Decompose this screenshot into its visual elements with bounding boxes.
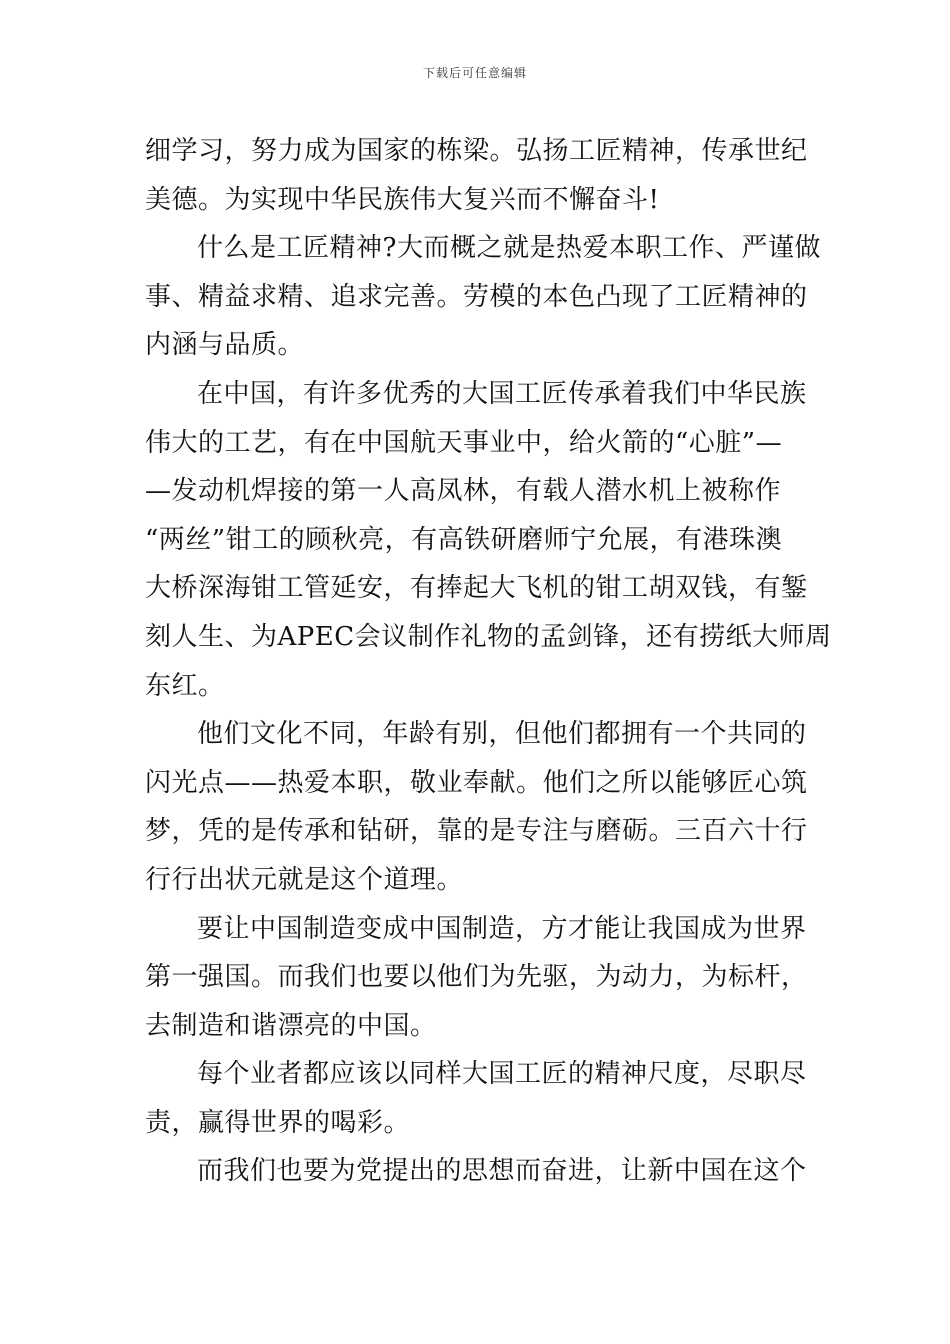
text-line: 闪光点——热爱本职，敬业奉献。他们之所以能够匠心筑 xyxy=(145,767,808,798)
text-line: 责，赢得世界的喝彩。 xyxy=(145,1107,411,1138)
text-line: 事、精益求精、追求完善。劳模的本色凸现了工匠精神的 xyxy=(145,281,808,312)
text-line: 内涵与品质。 xyxy=(145,330,305,361)
text-line: 要让中国制造变成中国制造，方才能让我国成为世界 xyxy=(197,913,807,944)
page-header: 下载后可任意编辑 xyxy=(422,66,527,80)
text-line: 美德。为实现中华民族伟大复兴而不懈奋斗! xyxy=(145,184,660,215)
text-line: 去制造和谐漂亮的中国。 xyxy=(145,1010,437,1041)
paragraph xyxy=(145,224,821,370)
text-line: 行行出状元就是这个道理。 xyxy=(145,864,464,895)
text-line: 什么是工匠精神?大而概之就是热爱本职工作、严谨做 xyxy=(197,233,821,264)
text-line: 而我们也要为党提出的思想而奋进，让新中国在这个 xyxy=(197,1156,807,1187)
text-line: 梦，凭的是传承和钻研，靠的是专注与磨砺。三百六十行 xyxy=(145,816,808,847)
text-line: 在中国，有许多优秀的大国工匠传承着我们中华民族 xyxy=(197,378,807,409)
text-line: 东红。 xyxy=(145,670,225,701)
text-line: “两丝”钳工的顾秋亮，有高铁研磨师宁允展，有港珠澳 xyxy=(145,524,783,555)
paragraph xyxy=(145,710,809,904)
paragraph xyxy=(145,1050,809,1147)
text-line: 伟大的工艺，有在中国航天事业中，给火箭的“心脏”— xyxy=(145,427,783,458)
paragraph xyxy=(145,370,832,710)
text-line: 他们文化不同，年龄有别，但他们都拥有一个共同的 xyxy=(197,719,807,750)
text-line: 细学习，努力成为国家的栋梁。弘扬工匠精神，传承世纪 xyxy=(145,136,808,166)
paragraph xyxy=(145,905,809,1051)
text-line: 每个业者都应该以同样大国工匠的精神尺度，尽职尽 xyxy=(197,1059,807,1090)
text-line: 第一强国。而我们也要以他们为先驱，为动力，为标杆， xyxy=(145,962,808,993)
text-line: 刻人生、为APEC会议制作礼物的孟剑锋，还有捞纸大师周 xyxy=(145,621,832,652)
document-body xyxy=(145,127,832,1196)
paragraph xyxy=(145,1147,809,1196)
text-line: 大桥深海钳工管延安，有捧起大飞机的钳工胡双钱，有錾 xyxy=(145,573,808,604)
text-line: —发动机焊接的第一人高凤林，有载人潜水机上被称作 xyxy=(145,476,782,507)
paragraph xyxy=(145,127,809,224)
